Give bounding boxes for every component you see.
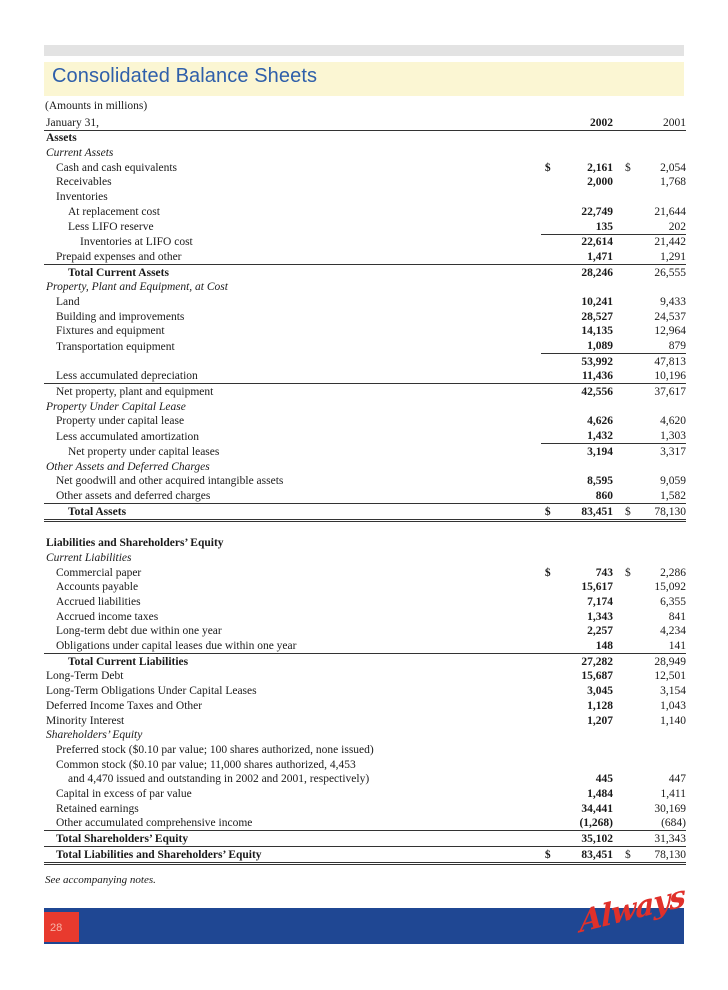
value-2002: 1,128 [587,699,613,712]
value-2002: 28,246 [581,266,613,279]
value-2001: 1,140 [660,714,686,727]
value-2001: 879 [621,338,686,353]
row-label: Preferred stock ($0.10 par value; 100 shares authorized, none issued) [56,743,374,756]
subsection-heading-row [44,459,686,474]
value-2001: 12,964 [654,325,686,338]
value-2001: 30,169 [654,802,686,815]
row-label: Building and improvements [56,310,185,323]
row-label: Total Current Assets [68,266,169,279]
top-rule [44,45,684,56]
value-2001: 841 [668,610,686,623]
table-row [44,816,686,831]
table-row [44,219,686,234]
value-2001: 1,303 [621,428,686,443]
value-2002: 743 [595,566,613,579]
value-2001: 78,130 [654,848,686,861]
table-row [44,204,686,219]
value-2001: 447 [668,773,686,786]
row-label: Prepaid expenses and other [44,249,541,264]
table-row [44,713,686,728]
row-label: At replacement cost [68,205,160,218]
value-2001: 10,196 [621,369,686,384]
column-header-2001: 2001 [621,115,686,130]
value-2001: 21,442 [654,236,686,249]
table-row [44,309,686,324]
row-label [44,354,541,369]
row-label: Minority Interest [46,714,125,727]
row-label: Long-Term Debt [46,670,124,683]
value-2002: 1,089 [541,338,621,353]
always-logo: Always [578,878,686,941]
value-2002: 3,045 [587,685,613,698]
table-row [44,565,686,580]
subtotal-row [44,354,686,369]
row-label: Obligations under capital leases due within one year [44,638,541,653]
value-2002: 7,174 [587,596,613,608]
value-2002: 1,207 [587,714,613,727]
amounts-note: (Amounts in millions) [45,100,148,112]
value-2002: 148 [541,638,621,653]
balance-sheet-table [44,115,686,865]
page-title: Consolidated Balance Sheets [52,65,318,87]
value-2001: 1,291 [621,249,686,264]
value-2001: 26,555 [654,266,686,279]
dollar-sign: $ [544,566,551,579]
row-label: Accrued income taxes [56,610,159,623]
row-label: Land [56,295,80,308]
table-row [44,757,686,772]
value-2001: 2,054 [660,161,686,174]
dollar-sign: $ [544,505,551,518]
row-label: Total Shareholders’ Equity [44,831,541,847]
table-row [44,175,686,190]
value-2002: (1,268) [541,816,621,831]
value-2001: 2,286 [660,566,686,579]
dollar-sign: $ [625,161,631,174]
row-label: Current Assets [46,147,114,160]
total-row [44,654,686,669]
value-2001: 1,043 [660,699,686,712]
row-label: Liabilities and Shareholders’ Equity [46,537,224,550]
table-row [44,786,686,801]
value-2002: 27,282 [581,655,613,668]
subsection-heading-row [44,728,686,743]
value-2001: 4,620 [660,415,686,428]
total-row [44,831,686,847]
value-2002: 4,626 [587,415,613,428]
value-2002: 14,135 [581,325,613,338]
table-row [44,428,686,443]
value-2002: 1,343 [587,610,613,623]
value-2002: 83,451 [581,505,613,518]
value-2002: 10,241 [581,295,613,308]
table-row [44,384,686,399]
value-2001: 9,059 [660,475,686,488]
dollar-sign: $ [625,848,631,861]
row-label: Current Liabilities [46,551,132,564]
row-label: Capital in excess of par value [56,787,192,800]
table-row [44,683,686,698]
table-row [44,369,686,384]
value-2002: 83,451 [581,848,613,861]
row-label: Other accumulated comprehensive income [44,816,541,831]
value-2002: 15,617 [581,581,613,594]
table-row [44,772,686,787]
column-header-2002: 2002 [541,115,621,130]
row-label: Retained earnings [56,802,139,815]
row-label: Total Assets [44,503,541,520]
header-row [44,115,686,130]
value-2002: 8,595 [587,475,613,488]
table-row [44,189,686,204]
value-2002: 11,436 [541,369,621,384]
value-2002: 42,556 [581,386,613,399]
value-2002: 135 [541,219,621,234]
table-row [44,488,686,503]
total-row [44,847,686,864]
subsection-heading-row [44,145,686,160]
column-header-label: January 31, [44,115,541,130]
value-2001: 24,537 [654,310,686,323]
row-label: and 4,470 issued and outstanding in 2002 and 2001, respectively) [68,773,370,786]
value-2001: 1,768 [660,176,686,189]
row-label: Commercial paper [56,566,142,579]
value-2001: 15,092 [654,581,686,594]
dollar-sign: $ [625,505,631,518]
value-2002: 1,471 [541,249,621,264]
value-2002: 445 [595,773,613,786]
subsection-heading-row [44,550,686,565]
row-label: Long-term debt due within one year [56,625,222,638]
value-2001: 47,813 [654,355,686,368]
row-label: Inventories [56,191,108,204]
row-label: Total Current Liabilities [68,655,189,668]
row-label: Fixtures and equipment [56,325,165,338]
total-row [44,264,686,279]
table-row [44,414,686,429]
value-2002: 22,614 [581,236,613,249]
value-2002: 3,194 [587,445,613,458]
table-row [44,801,686,816]
row-label: Common stock ($0.10 par value; 11,000 shares authorized, 4,453 [56,758,356,771]
row-label: Property Under Capital Lease [46,400,186,413]
value-2002: 53,992 [581,355,613,368]
footnote: See accompanying notes. [45,874,156,886]
section-heading-row [44,536,686,551]
table-row [44,474,686,489]
row-label: Deferred Income Taxes and Other [46,699,203,712]
subsection-heading-row [44,399,686,414]
table-row [44,594,686,609]
value-2002: 2,161 [587,161,613,174]
value-2001: 78,130 [654,505,686,518]
value-2001: 31,343 [621,831,686,847]
row-label: Net goodwill and other acquired intangible assets [56,475,284,488]
value-2001: 3,317 [660,445,686,458]
table-row [44,624,686,639]
value-2001: 21,644 [654,205,686,218]
value-2001: 4,234 [660,625,686,638]
table-row [44,698,686,713]
value-2001: 37,617 [654,386,686,399]
dollar-sign: $ [544,848,551,861]
value-2002: 22,749 [581,205,613,218]
total-row [44,503,686,520]
value-2002: 35,102 [541,831,621,847]
row-label: Accounts payable [56,581,139,594]
table-row [44,444,686,459]
row-label: Cash and cash equivalents [56,161,178,174]
table-row [44,742,686,757]
row-label: Transportation equipment [56,340,175,353]
table-row [44,234,686,249]
table-row [44,324,686,339]
dollar-sign: $ [625,566,631,579]
value-2001: 1,582 [621,488,686,503]
value-2001: 6,355 [660,596,686,608]
row-label: Long-Term Obligations Under Capital Leases [46,685,257,698]
table-row [44,160,686,175]
value-2002: 28,527 [581,310,613,323]
row-label: Property, Plant and Equipment, at Cost [46,281,228,294]
row-label: Net property under capital leases [68,445,220,458]
row-label: Less accumulated amortization [56,430,200,443]
row-label: Total Liabilities and Shareholders’ Equity [44,847,541,864]
section-heading-row [44,130,686,145]
row-label: Shareholders’ Equity [46,729,143,742]
table-row [44,638,686,653]
value-2001: 3,154 [660,685,686,698]
table-row [44,294,686,309]
table-row [44,338,686,353]
row-label: Assets [46,132,77,145]
table-row [44,609,686,624]
value-2002: 15,687 [581,670,613,683]
row-label: Accrued liabilities [56,596,141,608]
subsection-heading-row [44,280,686,295]
table-row [44,580,686,595]
value-2002: 2,257 [587,625,613,638]
value-2001: 141 [621,638,686,653]
value-2001: 12,501 [654,670,686,683]
value-2001: (684) [621,816,686,831]
table-row [44,669,686,684]
spacer-row [44,520,686,536]
value-2001: 202 [621,219,686,234]
value-2002: 860 [541,488,621,503]
value-2002: 1,432 [541,428,621,443]
value-2002: 34,441 [581,802,613,815]
row-label: Less LIFO reserve [68,221,154,233]
value-2001: 1,411 [660,787,686,800]
row-label: Net property, plant and equipment [56,386,214,399]
page-number: 28 [50,922,63,934]
table-row [44,249,686,264]
row-label: Receivables [56,176,112,189]
value-2002: 2,000 [587,176,613,189]
value-2001: 28,949 [654,655,686,668]
row-label: Other Assets and Deferred Charges [46,460,210,473]
row-label: Other assets and deferred charges [44,488,541,503]
row-label: Inventories at LIFO cost [80,236,193,249]
value-2001: 9,433 [660,295,686,308]
row-label: Property under capital lease [56,415,185,428]
value-2002: 1,484 [587,787,613,800]
dollar-sign: $ [544,161,551,174]
row-label: Less accumulated depreciation [44,369,541,384]
